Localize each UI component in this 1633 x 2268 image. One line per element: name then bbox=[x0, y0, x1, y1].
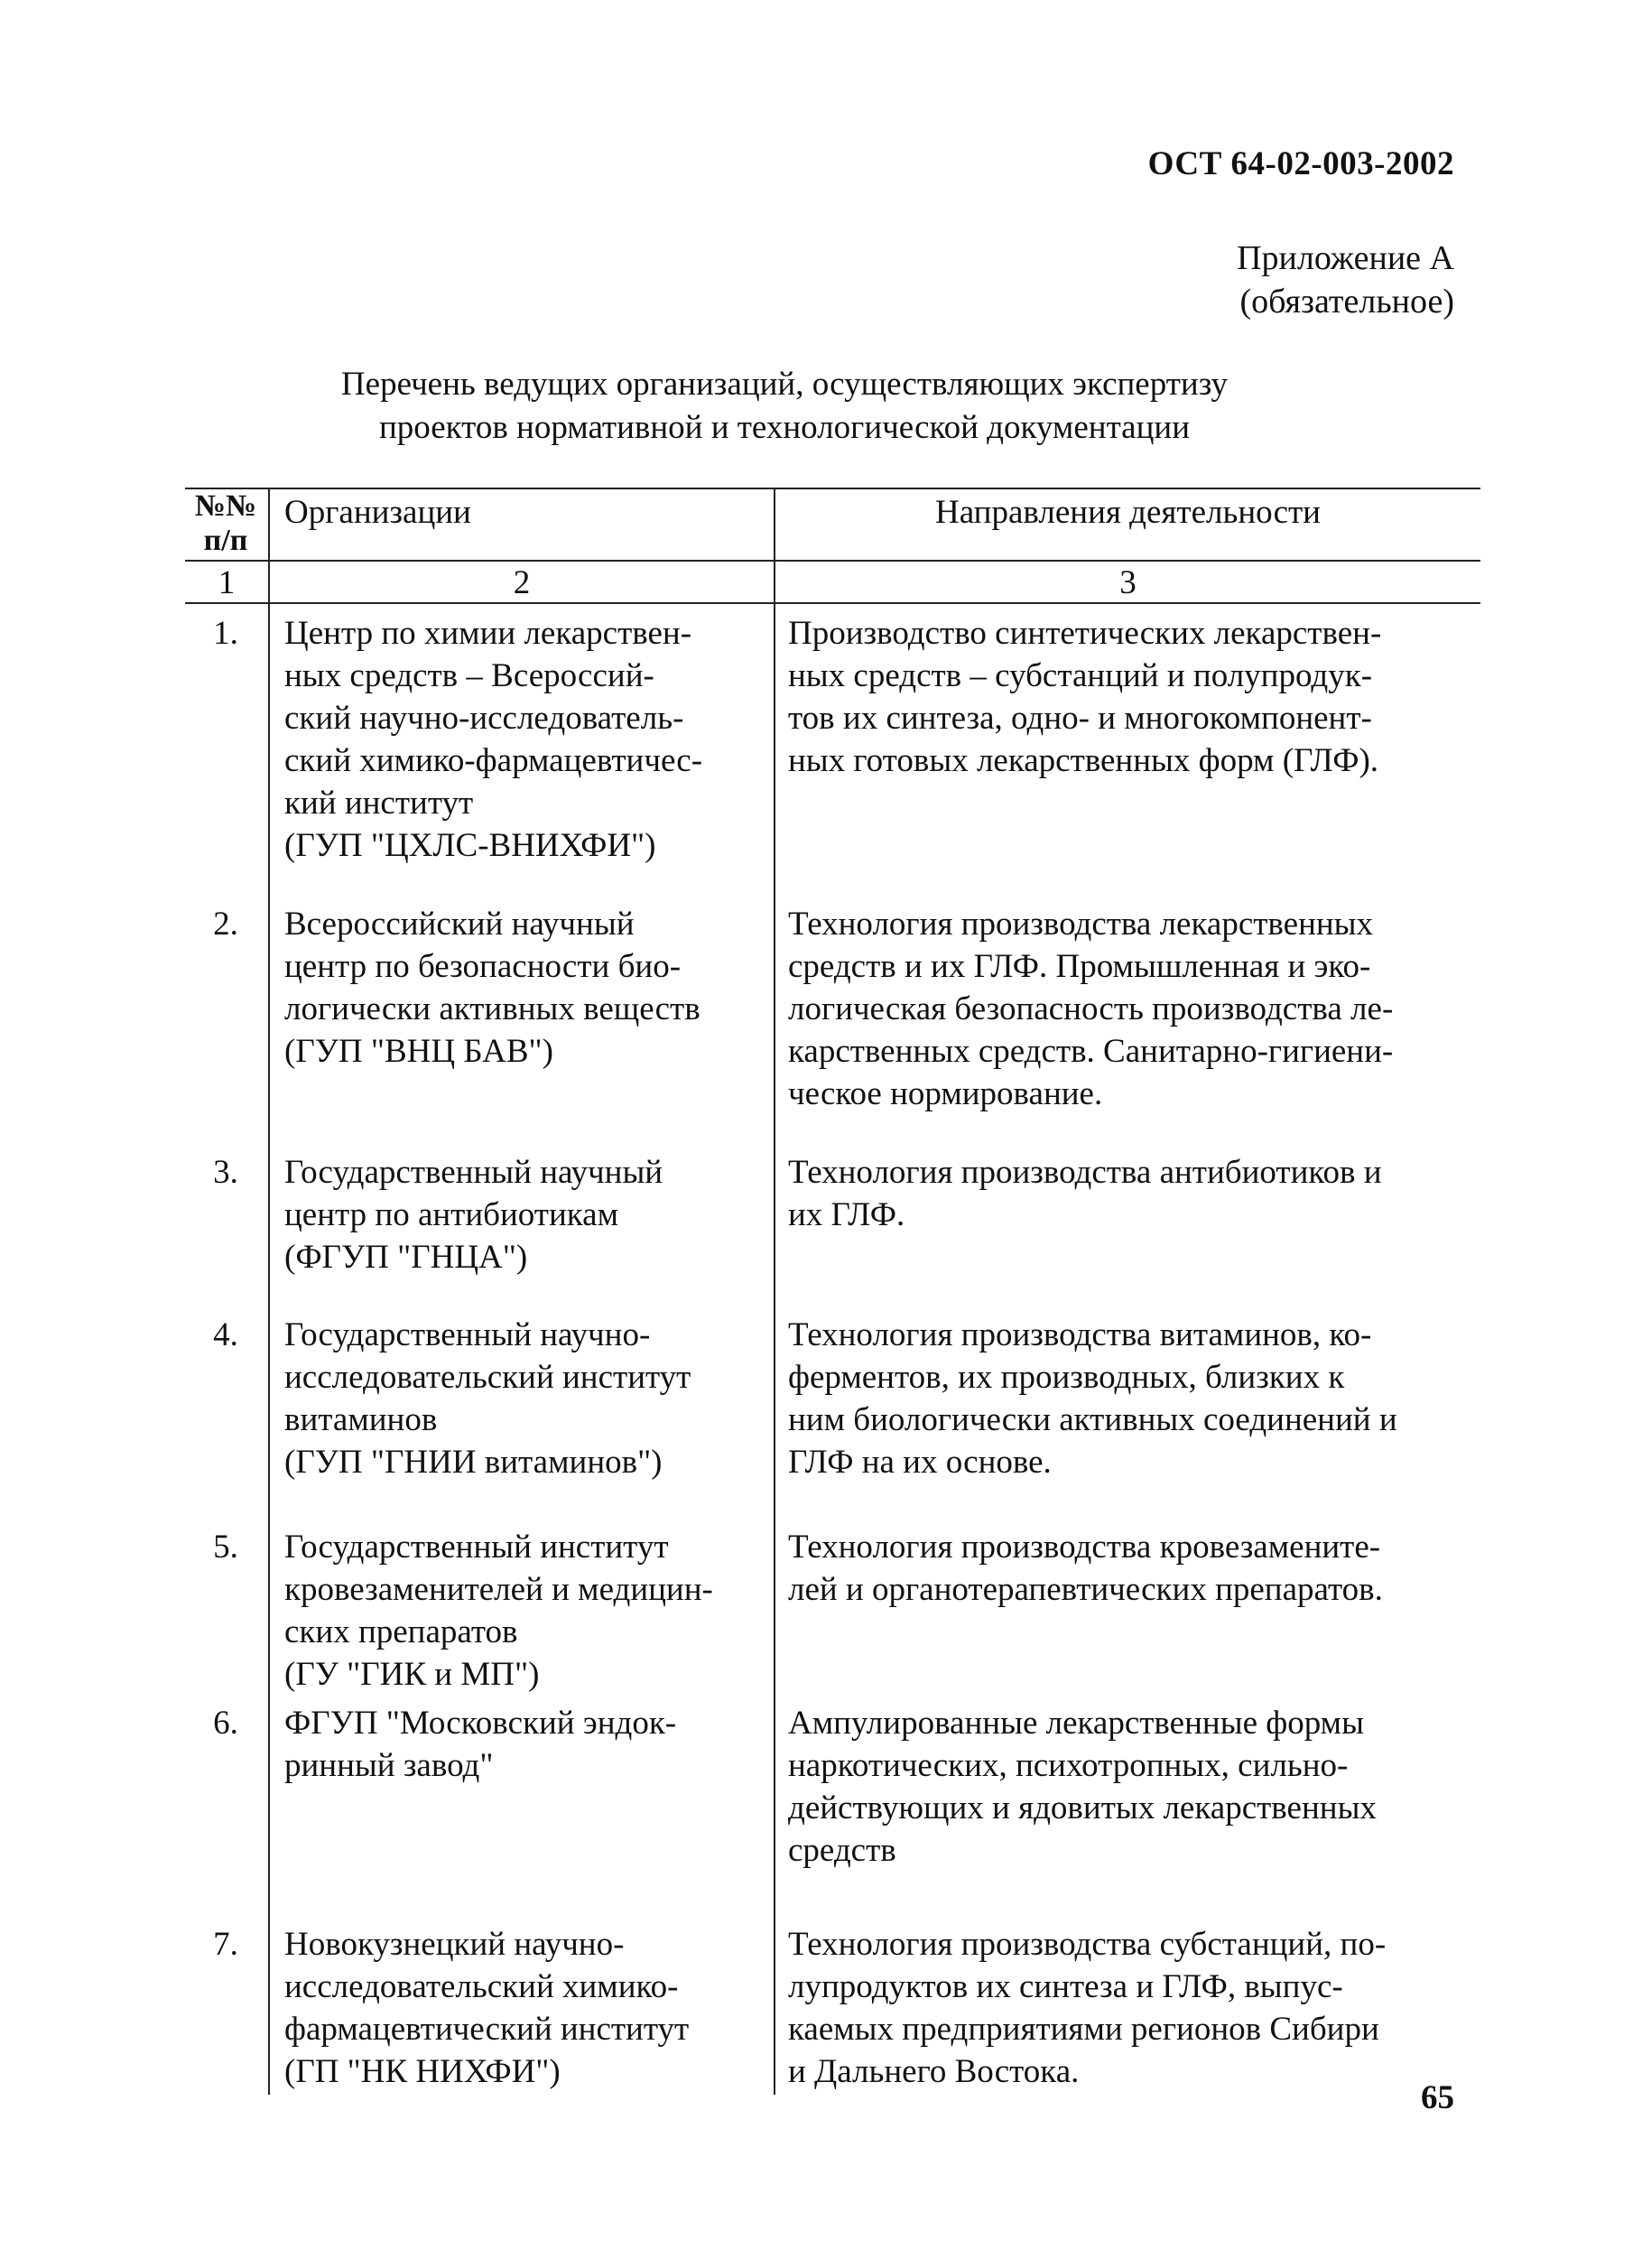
activity-cell bbox=[788, 1526, 1383, 1611]
activity-cell bbox=[788, 1923, 1386, 2093]
organization-cell bbox=[284, 612, 702, 867]
colnum-2: 2 bbox=[513, 564, 531, 601]
row-number: 7. bbox=[213, 1926, 238, 1963]
organization-line: (ФГУП "ГНЦА") bbox=[284, 1239, 528, 1276]
activity-line: Технология производства кровезамените- bbox=[788, 1529, 1381, 1566]
row-number: 1. bbox=[213, 615, 238, 652]
organization-cell bbox=[284, 1526, 713, 1696]
organization-line: ФГУП "Московский эндок- bbox=[284, 1705, 677, 1742]
page-number: 65 bbox=[1421, 2079, 1454, 2116]
title-line-2: проектов нормативной и технологической документации bbox=[378, 409, 1191, 446]
activity-line: ним биологически активных соединений и bbox=[788, 1401, 1397, 1438]
activity-line: Технология производства субстанций, по- bbox=[788, 1926, 1387, 1963]
organization-cell bbox=[284, 1151, 663, 1278]
header-num-line-2: п/п bbox=[203, 524, 248, 557]
organization-cell bbox=[284, 1702, 676, 1787]
appendix-label bbox=[1237, 237, 1454, 323]
organization-line: (ГУП "ЦХЛС-ВНИХФИ") bbox=[284, 827, 656, 864]
organization-line: центр по антибиотикам bbox=[284, 1196, 618, 1233]
organization-line: центр по безопасности био- bbox=[284, 948, 682, 985]
activity-line: лупродуктов их синтеза и ГЛФ, выпус- bbox=[788, 1968, 1343, 2005]
activity-line: каемых предприятиями регионов Сибири bbox=[788, 2011, 1379, 2048]
organization-line: фармацевтический институт bbox=[284, 2011, 690, 2048]
organization-line: (ГП "НК НИХФИ") bbox=[284, 2053, 561, 2090]
activity-line: ных готовых лекарственных форм (ГЛФ). bbox=[788, 742, 1379, 779]
organization-line: витаминов bbox=[284, 1401, 438, 1438]
organization-line: (ГУП "ГНИИ витаминов") bbox=[284, 1444, 663, 1481]
colnum-1: 1 bbox=[218, 564, 236, 601]
organization-line: (ГУП "ВНЦ БАВ") bbox=[284, 1033, 553, 1070]
organization-cell bbox=[284, 903, 701, 1073]
activity-line: средств и их ГЛФ. Промышленная и эко- bbox=[788, 948, 1371, 985]
column-divider-1 bbox=[268, 488, 270, 2095]
header-num-line-1: №№ bbox=[194, 489, 257, 523]
activity-line: Технология производства витаминов, ко- bbox=[788, 1316, 1372, 1353]
organization-line: ных средств – Всероссий- bbox=[284, 657, 654, 694]
organization-line: логически активных веществ bbox=[284, 990, 701, 1027]
activity-line: лей и органотерапевтических препаратов. bbox=[788, 1571, 1383, 1608]
activity-line: ных средств – субстанций и полупродук- bbox=[788, 657, 1373, 694]
activity-line: их ГЛФ. bbox=[788, 1196, 905, 1233]
activity-line: логическая безопасность производства ле- bbox=[788, 990, 1394, 1027]
organization-line: исследовательский институт bbox=[284, 1359, 691, 1396]
activity-cell bbox=[788, 1314, 1397, 1483]
organization-line: (ГУ "ГИК и МП") bbox=[284, 1656, 540, 1693]
activity-line: средств bbox=[788, 1832, 896, 1869]
organization-line: кий институт bbox=[284, 785, 474, 822]
activity-line: карственных средств. Санитарно-гигиени- bbox=[788, 1033, 1394, 1070]
organization-line: Государственный научный bbox=[284, 1154, 663, 1191]
page-title bbox=[271, 363, 1298, 450]
organization-line: кровезаменителей и медицин- bbox=[284, 1571, 713, 1608]
organization-line: Всероссийский научный bbox=[284, 906, 635, 943]
organization-line: ринный завод" bbox=[284, 1747, 494, 1784]
activity-cell bbox=[788, 1702, 1377, 1872]
row-number: 4. bbox=[213, 1316, 238, 1353]
header-num bbox=[185, 489, 266, 558]
organization-line: Государственный научно- bbox=[284, 1316, 651, 1353]
row-number: 3. bbox=[213, 1154, 238, 1191]
activity-cell bbox=[788, 1151, 1382, 1236]
organization-line: Государственный институт bbox=[284, 1529, 669, 1566]
header-activity: Направления деятельности bbox=[935, 494, 1321, 531]
organization-line: ских препаратов bbox=[284, 1613, 518, 1650]
activity-line: и Дальнего Востока. bbox=[788, 2053, 1080, 2090]
activity-cell bbox=[788, 903, 1393, 1115]
activity-line: Ампулированные лекарственные формы bbox=[788, 1705, 1364, 1742]
header-organizations: Организации bbox=[284, 494, 471, 531]
activity-line: наркотических, психотропных, сильно- bbox=[788, 1747, 1349, 1784]
colnum-3: 3 bbox=[1119, 564, 1137, 601]
activity-line: ГЛФ на их основе. bbox=[788, 1444, 1052, 1481]
row-number: 6. bbox=[213, 1705, 238, 1742]
activity-line: действующих и ядовитых лекарственных bbox=[788, 1789, 1377, 1826]
organization-cell bbox=[284, 1923, 689, 2093]
activity-line: ческое нормирование. bbox=[788, 1075, 1103, 1112]
organization-line: исследовательский химико- bbox=[284, 1968, 679, 2005]
organization-cell bbox=[284, 1314, 691, 1483]
activity-line: тов их синтеза, одно- и многокомпонент- bbox=[788, 700, 1372, 737]
table-top-rule bbox=[185, 488, 1480, 489]
organization-line: ский научно-исследователь- bbox=[284, 700, 684, 737]
organization-line: ский химико-фармацевтичес- bbox=[284, 742, 703, 779]
organization-line: Новокузнецкий научно- bbox=[284, 1926, 625, 1963]
appendix-line-2: (обязательное) bbox=[1239, 283, 1454, 321]
column-divider-2 bbox=[774, 488, 775, 2095]
title-line-1: Перечень ведущих организаций, осуществляющих экспертизу bbox=[340, 366, 1229, 403]
row-number: 5. bbox=[213, 1529, 238, 1566]
activity-line: Технология производства антибиотиков и bbox=[788, 1154, 1382, 1191]
activity-cell bbox=[788, 612, 1381, 782]
row-number: 2. bbox=[213, 906, 238, 943]
activity-line: Производство синтетических лекарствен- bbox=[788, 615, 1382, 652]
activity-line: ферментов, их производных, близких к bbox=[788, 1359, 1345, 1396]
document-code: ОСТ 64-02-003-2002 bbox=[1147, 145, 1454, 182]
organization-line: Центр по химии лекарствен- bbox=[284, 615, 692, 652]
appendix-line-1: Приложение А bbox=[1237, 239, 1454, 277]
activity-line: Технология производства лекарственных bbox=[788, 906, 1374, 943]
